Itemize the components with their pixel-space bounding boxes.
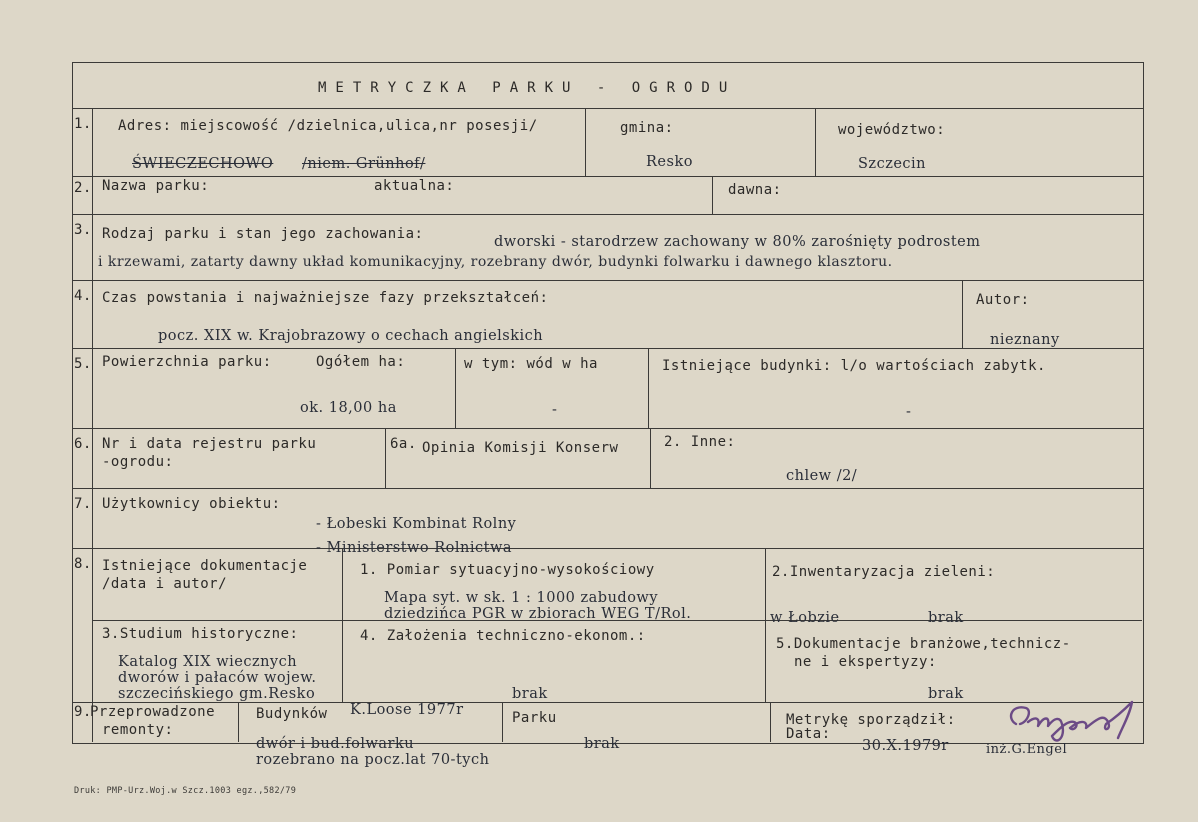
row-number-8: 8. bbox=[74, 556, 92, 572]
row6-col-opinia bbox=[385, 428, 386, 488]
divider-row7 bbox=[72, 548, 1144, 549]
row-number-3: 3. bbox=[74, 222, 92, 238]
zalozenia-value: brak bbox=[512, 686, 548, 702]
row-number-9: 9. bbox=[74, 704, 92, 720]
gmina-label: gmina: bbox=[620, 120, 674, 136]
divider-row1 bbox=[72, 176, 1144, 177]
budynkow-value-1: dwór i bud.folwarku bbox=[256, 736, 415, 752]
form-title: METRYCZKA PARKU - OGRODU bbox=[318, 80, 737, 96]
studium-value-1: Katalog XIX wiecznych bbox=[118, 654, 298, 670]
budynkow-author: K.Loose 1977r bbox=[350, 702, 464, 718]
pomiar-label: 1. Pomiar sytuacyjno-wysokościowy bbox=[360, 562, 655, 578]
park-type-value-line2: i krzewami, zatarty dawny układ komunikacyjny, rozebrany dwór, budynki folwarku i dawnego klasztoru. bbox=[98, 254, 893, 270]
row1-col-gmina bbox=[585, 108, 586, 176]
budynkow-label: Budynków bbox=[256, 706, 328, 722]
divider-title bbox=[72, 108, 1144, 109]
wojewodztwo-value: Szczecin bbox=[858, 156, 927, 172]
studium-value-3: szczecińskiego gm.Resko bbox=[118, 686, 316, 702]
author-value: inż.G.Engel bbox=[986, 742, 1068, 757]
inne-label: 2. Inne: bbox=[664, 434, 736, 450]
creation-label: Czas powstania i najważniejsze fazy przekształceń: bbox=[102, 290, 549, 306]
dokumentacje-label-line1: 5.Dokumentacje branżowe,technicz- bbox=[776, 636, 1071, 652]
budynki-label: Istniejące budynki: l/o wartościach zabytk. bbox=[662, 358, 1046, 374]
niem-name-value: /niem. Grünhof/ bbox=[302, 156, 426, 172]
row1-col-woj bbox=[815, 108, 816, 176]
ogolem-value: ok. 18,00 ha bbox=[300, 400, 397, 416]
creation-value: pocz. XIX w. Krajobrazowy o cechach angielskich bbox=[158, 328, 544, 344]
divider-row6 bbox=[72, 488, 1144, 489]
gmina-value: Resko bbox=[646, 154, 693, 170]
row9-col-sporzadzil bbox=[770, 702, 771, 742]
area-label: Powierzchnia parku: bbox=[102, 354, 272, 370]
miejscowosc-value: ŚWIECZECHOWO bbox=[132, 156, 274, 172]
pomiar-value-1: Mapa syt. w sk. 1 : 1000 zabudowy bbox=[384, 590, 659, 606]
row8-col-inw bbox=[765, 548, 766, 702]
budynki-value: - bbox=[906, 404, 912, 420]
autor-value: nieznany bbox=[990, 332, 1060, 348]
register-label-line1: Nr i data rejestru parku bbox=[102, 436, 317, 452]
park-type-label: Rodzaj parku i stan jego zachowania: bbox=[102, 226, 424, 242]
parku-label: Parku bbox=[512, 710, 557, 726]
row5-col-wod bbox=[455, 348, 456, 428]
row-number-6: 6. bbox=[74, 436, 92, 452]
inne-value: chlew /2/ bbox=[786, 468, 858, 484]
address-label: Adres: miejscowość /dzielnica,ulica,nr posesji/ bbox=[118, 118, 538, 134]
dokumentacje-label-line2: ne i ekspertyzy: bbox=[794, 654, 937, 670]
row5-col-budynki bbox=[648, 348, 649, 428]
autor-label: Autor: bbox=[976, 292, 1030, 308]
register-label-line2: -ogrodu: bbox=[102, 454, 174, 470]
divider-row5 bbox=[72, 428, 1144, 429]
ogolem-label: Ogółem ha: bbox=[316, 354, 406, 370]
remonty-label-line2: remonty: bbox=[102, 722, 174, 738]
row4-col-autor bbox=[962, 280, 963, 348]
opinia-number: 6a. bbox=[390, 436, 417, 452]
park-type-value-line1: dworski - starodrzew zachowany w 80% zarośnięty podrostem bbox=[494, 234, 981, 250]
wod-label: w tym: wód w ha bbox=[464, 356, 598, 372]
signature-image bbox=[1002, 688, 1162, 748]
park-name-label: Nazwa parku: bbox=[102, 178, 210, 194]
print-footer: Druk: PMP-Urz.Woj.w Szcz.1003 egz.,582/79 bbox=[74, 786, 297, 796]
studium-label: 3.Studium historyczne: bbox=[102, 626, 299, 642]
sporzadzil-label: Metrykę sporządził: bbox=[786, 712, 956, 728]
row9-col-parku bbox=[502, 702, 503, 742]
parku-value: brak bbox=[584, 736, 620, 752]
users-label: Użytkownicy obiektu: bbox=[102, 496, 281, 512]
row9-col-budynkow bbox=[238, 702, 239, 742]
divider-row2 bbox=[72, 214, 1144, 215]
row2-col-dawna bbox=[712, 176, 713, 214]
number-column-line bbox=[92, 108, 93, 742]
users-value-1: - Łobeski Kombinat Rolny bbox=[316, 516, 517, 532]
studium-value-2: dworów i pałaców wojew. bbox=[118, 670, 317, 686]
users-value-2: - Ministerstwo Rolnictwa bbox=[316, 540, 513, 556]
aktualna-label: aktualna: bbox=[374, 178, 455, 194]
wod-value: - bbox=[552, 402, 558, 418]
row-number-4: 4. bbox=[74, 288, 92, 304]
data-value: 30.X.1979r bbox=[862, 738, 949, 754]
wojewodztwo-label: województwo: bbox=[838, 122, 946, 138]
dokumentacje-value: brak bbox=[928, 686, 964, 702]
divider-row3 bbox=[72, 280, 1144, 281]
pomiar-value-2: dziedzińca PGR w zbiorach WEG T/Rol. bbox=[384, 606, 692, 622]
row6-col-inne bbox=[650, 428, 651, 488]
documentation-label-line1: Istniejące dokumentacje bbox=[102, 558, 308, 574]
pomiar-value-3: w Łobzie bbox=[770, 610, 840, 626]
divider-row4 bbox=[72, 348, 1144, 349]
opinia-label: Opinia Komisji Konserw bbox=[422, 440, 619, 456]
inwentaryzacja-label: 2.Inwentaryzacja zieleni: bbox=[772, 564, 996, 580]
inwentaryzacja-value: brak bbox=[928, 610, 964, 626]
row8-col-pomiar bbox=[342, 548, 343, 702]
zalozenia-label: 4. Założenia techniczno-ekonom.: bbox=[360, 628, 646, 644]
documentation-label-line2: /data i autor/ bbox=[102, 576, 228, 592]
row-number-7: 7. bbox=[74, 496, 92, 512]
row-number-2: 2. bbox=[74, 180, 92, 196]
divider-row8 bbox=[72, 702, 1144, 703]
budynkow-value-2: rozebrano na pocz.lat 70-tych bbox=[256, 752, 490, 768]
dawna-label: dawna: bbox=[728, 182, 782, 198]
row-number-1: 1. bbox=[74, 116, 92, 132]
data-label: Data: bbox=[786, 726, 831, 742]
row-number-5: 5. bbox=[74, 356, 92, 372]
remonty-label-line1: Przeprowadzone bbox=[90, 704, 216, 720]
